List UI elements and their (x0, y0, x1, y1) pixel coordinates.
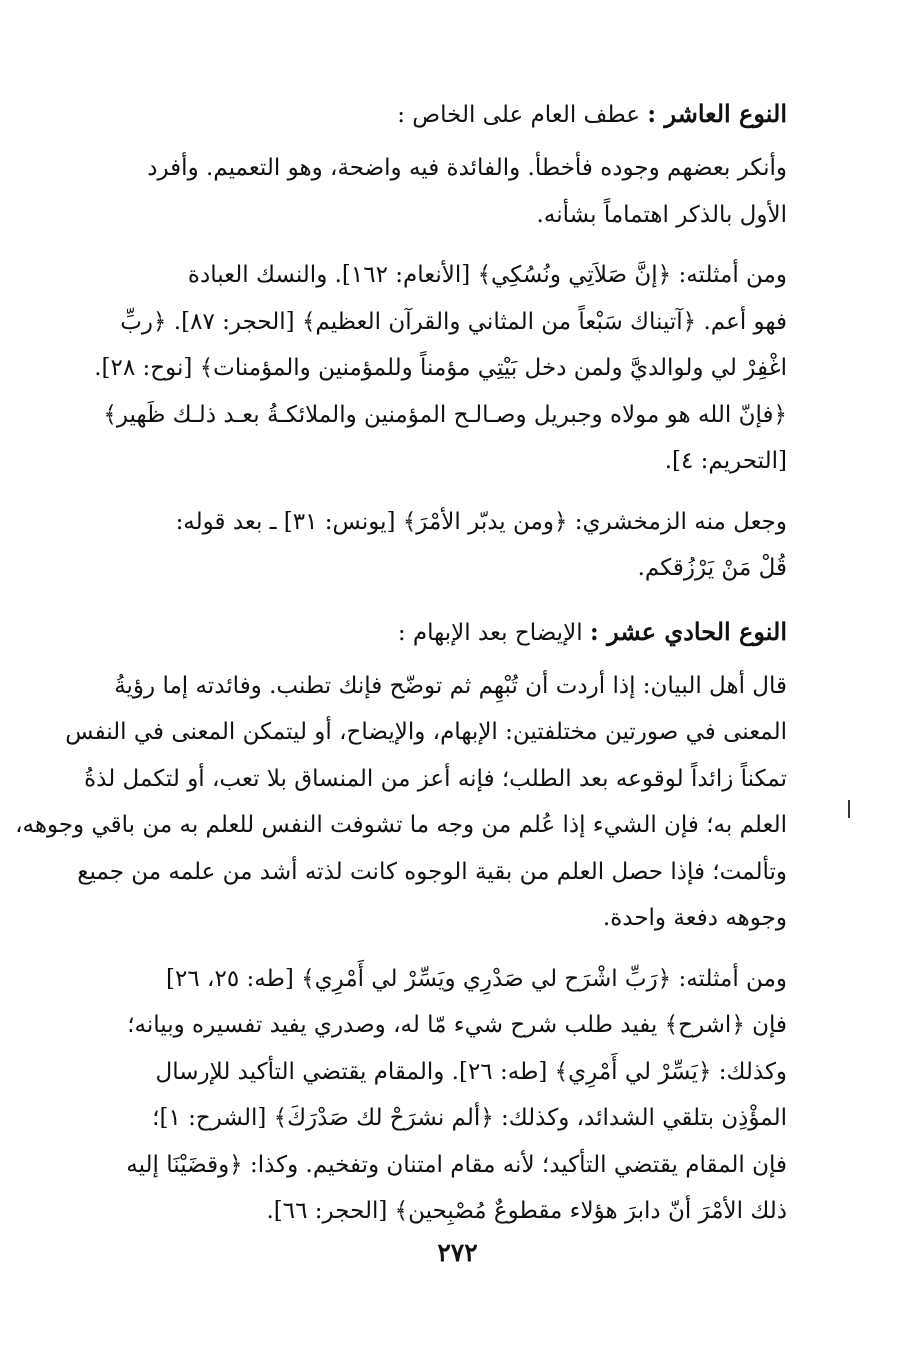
text-line: تمكناً زائداً لوقوعه بعد الطلب؛ فإنه أعز من المنساق بلا تعب، أو لتكمل لذةُ (84, 765, 787, 792)
section-11-paragraph-1 (15, 663, 787, 942)
text-line: فإن ﴿اشرح﴾ يفيد طلب شرح شيء مّا له، وصدري يفيد تفسيره وبيانه؛ (127, 1012, 787, 1038)
text-line: الأول بالذكر اهتماماً بشأنه. (536, 201, 787, 228)
text-line: وتألمت؛ فإذا حصل العلم من بقية الوجوه كانت لذته أشد من علمه من جميع (77, 858, 787, 885)
section-10-heading (64, 88, 787, 141)
text-line: ﴿فإنّ الله هو مولاه وجبريل وصـالـح المؤمنين والملائكـةُ بعـد ذلـك ظَهير﴾ (103, 401, 787, 428)
section-10-title: النوع العاشر : (647, 99, 787, 128)
section-11-paragraph-2 (64, 956, 787, 1235)
section-11-title: النوع الحادي عشر : (589, 616, 787, 646)
page-number: ٢٧٢ (437, 1238, 478, 1267)
section-10-paragraph-2 (64, 252, 787, 485)
text-line: وأنكر بعضهم وجوده فأخطأ. والفائدة فيه واضحة، وهو التعميم. وأفرد (147, 155, 787, 181)
text-line: المؤْذِن بتلقي الشدائد، وكذلك: ﴿ألم نشرَحْ لك صَدْرَكَ﴾ [الشرح: ١]؛ (152, 1105, 787, 1131)
text-line: العلم به؛ فإن الشيء إذا عُلم من وجه ما تشوفت النفس للعلم به من باقي وجوهه، (15, 812, 787, 838)
text-line: [التحريم: ٤]. (664, 448, 787, 474)
text-line: ومن أمثلته: ﴿رَبِّ اشْرَح لي صَدْرِي ويَسِّرْ لي أَمْرِي﴾ [طه: ٢٥، ٢٦] (166, 965, 787, 992)
text-line: وكذلك: ﴿يَسِّرْ لي أَمْرِي﴾ [طه: ٢٦]. والمقام يقتضي التأكيد للإرسال (155, 1058, 787, 1085)
text-line: وجوهه دفعة واحدة. (602, 905, 787, 931)
text-line: ومن أمثلته: ﴿إنَّ صَلاَتِي ونُسُكِي﴾ [الأنعام: ١٦٢]. والنسك العبادة (187, 262, 787, 288)
section-10-paragraph-3 (64, 499, 787, 592)
text-line: قُلْ مَنْ يَرْزُقكم. (637, 555, 787, 581)
text-line: فإن المقام يقتضي التأكيد؛ لأنه مقام امتنان وتفخيم. وكذا: ﴿وقضَيْنَا إليه (126, 1151, 787, 1178)
section-11-heading (64, 606, 787, 659)
text-line: وجعل منه الزمخشري: ﴿ومن يدبّر الأمْرَ﴾ [يونس: ٣١] ـ بعد قوله: (175, 508, 787, 535)
text-line: قال أهل البيان: إذا أردت أن تُبْهِم ثم توضّح فإنك تطنب. وفائدته إما رؤيةُ (114, 672, 787, 699)
text-line: فهو أعم. ﴿آتيناك سَبْعاً من المثاني والقرآن العظيم﴾ [الحجر: ٨٧]. ﴿ربِّ (120, 308, 787, 335)
text-line: المعنى في صورتين مختلفتين: الإبهام، والإيضاح، أو ليتمكن المعنى في النفس (65, 719, 787, 745)
text-line: اغْفِرْ لي ولوالديَّ ولمن دخل بَيْتِي مؤمناً وللمؤمنين والمؤمنات﴾ [نوح: ٢٨]. (94, 355, 787, 381)
section-11-subtitle: الإيضاح بعد الإبهام : (397, 619, 583, 646)
section-10-paragraph-1 (64, 145, 787, 238)
text-line: ذلك الأمْرَ أنّ دابرَ هؤلاء مقطوعٌ مُصْبِحين﴾ [الحجر: ٦٦]. (266, 1198, 787, 1224)
margin-mark (848, 800, 850, 818)
section-10-subtitle: عطف العام على الخاص : (397, 102, 640, 128)
